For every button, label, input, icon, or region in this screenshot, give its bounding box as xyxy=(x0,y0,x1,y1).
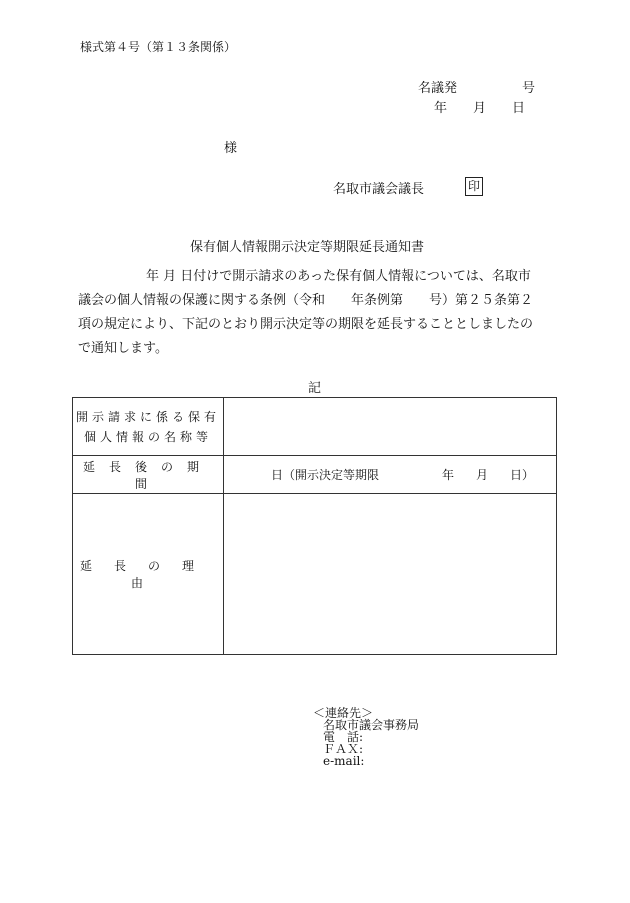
body-line: 議会の個人情報の保護に関する条例（令和 年条例第 号）第２５条第２ xyxy=(78,293,534,308)
value-disclosure-info[interactable] xyxy=(224,398,557,456)
label-extension-reason xyxy=(73,494,224,655)
contact-office: 名取市議会事務局 xyxy=(323,718,420,732)
label-text: 延長後の期間 xyxy=(82,459,213,491)
label-disclosure-info xyxy=(73,398,224,456)
label-extended-period xyxy=(73,456,224,494)
period-year: 年 xyxy=(442,468,455,482)
document-number: 名議発 号 xyxy=(418,81,536,96)
extension-table xyxy=(72,397,557,655)
body-line: で通知します。 xyxy=(78,341,168,356)
label-line: 開示請求に係る保有 xyxy=(75,409,220,424)
body-paragraph xyxy=(78,265,558,361)
value-extension-reason[interactable] xyxy=(224,494,557,655)
issue-date: 年 月 日 xyxy=(434,101,526,116)
seal-stamp: 印 xyxy=(465,177,483,196)
period-day: 日） xyxy=(510,468,535,482)
sender-title: 名取市議会議長 xyxy=(333,182,425,197)
table-row xyxy=(73,494,557,655)
document-title: 保有個人情報開示決定等期限延長通知書 xyxy=(190,240,425,255)
label-text: 延長の理由 xyxy=(79,559,216,590)
addressee-suffix: 様 xyxy=(224,141,238,156)
period-month: 月 xyxy=(476,468,489,482)
contact-block xyxy=(313,707,419,767)
label-line: 個人情報の名称等 xyxy=(83,429,212,444)
contact-fax: ＦＡＸ: xyxy=(323,742,364,756)
contact-heading: ＜連絡先＞ xyxy=(313,706,374,720)
form-number: 様式第４号（第１３条関係） xyxy=(80,40,237,54)
contact-tel: 電 話: xyxy=(323,730,364,744)
table-row xyxy=(73,398,557,456)
body-line: 年 月 日付けで開示請求のあった保有個人情報については、名取市 xyxy=(146,269,531,284)
ki-heading: 記 xyxy=(308,381,322,396)
contact-email: e-mail: xyxy=(323,754,365,768)
period-prefix: 日（開示決定等期限 xyxy=(271,468,380,482)
table-row xyxy=(73,456,557,494)
value-extended-period[interactable] xyxy=(224,456,557,494)
body-line: 項の規定により、下記のとおり開示決定等の期限を延長することとしましたの xyxy=(78,317,534,332)
